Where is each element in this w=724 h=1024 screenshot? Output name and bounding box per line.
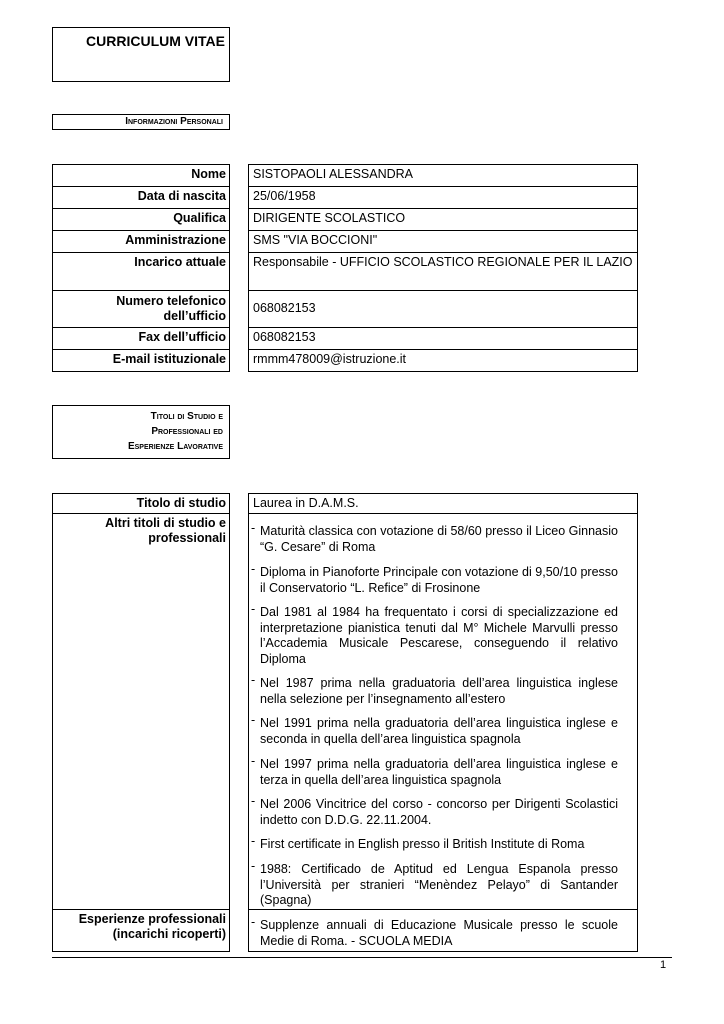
- label-amministrazione: Amministrazione: [52, 230, 230, 253]
- label-qualifica: Qualifica: [52, 208, 230, 231]
- dash-bullet-icon: -: [251, 859, 256, 873]
- list-item: - Supplenze annuali di Educazione Musicale presso le scuole Medie di Roma. - SCUOLA MEDIA: [251, 915, 618, 948]
- cv-title: CURRICULUM VITAE: [52, 27, 230, 82]
- dash-bullet-icon: -: [251, 562, 256, 576]
- label-email: E-mail istituzionale: [52, 349, 230, 372]
- section-personal-label: Informazioni Personali: [125, 116, 223, 127]
- footer-divider: [52, 957, 672, 958]
- section-titles-line3: Esperienze Lavorative: [127, 441, 223, 452]
- list-item: - Nel 1991 prima nella graduatoria dell’area linguistica inglese e seconda in quella dell’area linguistica spagnola: [251, 713, 618, 746]
- section-titles-line1: Titoli di Studio e: [150, 411, 223, 422]
- value-qualifica: DIRIGENTE SCOLASTICO: [248, 208, 638, 231]
- value-amministrazione: SMS "VIA BOCCIONI": [248, 230, 638, 253]
- page-number: 1: [660, 959, 667, 971]
- value-data-nascita: 25/06/1958: [248, 186, 638, 209]
- list-item: - 1988: Certificado de Aptitud ed Lengua Espanola presso l’Università per stranieri “Menèndez Pelayo” di Santander (Spagna): [251, 859, 618, 907]
- dash-bullet-icon: -: [251, 521, 256, 535]
- list-item: - Diploma in Pianoforte Principale con votazione di 9,50/10 presso il Conservatorio “L. Refice” di Frosinone: [251, 562, 618, 595]
- label-telefono: Numero telefonico dell’ufficio: [52, 290, 230, 328]
- value-nome: SISTOPAOLI ALESSANDRA: [248, 164, 638, 187]
- dash-bullet-icon: -: [251, 915, 256, 929]
- label-fax: Fax dell’ufficio: [52, 327, 230, 350]
- dash-bullet-icon: -: [251, 673, 256, 687]
- label-altri-titoli: Altri titoli di studio e professionali: [52, 513, 230, 910]
- value-telefono: 068082153: [248, 290, 638, 328]
- value-incarico: Responsabile - UFFICIO SCOLASTICO REGIONALE PER IL LAZIO: [248, 252, 638, 291]
- label-data-nascita: Data di nascita: [52, 186, 230, 209]
- section-titles-line2: Professionali ed: [151, 426, 223, 437]
- list-item: - Nel 2006 Vincitrice del corso - concorso per Dirigenti Scolastici indetto con D.D.G. 22.11.2004.: [251, 794, 618, 827]
- section-titles-header: [52, 405, 230, 459]
- value-email: rmmm478009@istruzione.it: [248, 349, 638, 372]
- value-fax: 068082153: [248, 327, 638, 350]
- list-item: - Nel 1987 prima nella graduatoria dell’area linguistica inglese nella selezione per l’insegnamento all’estero: [251, 673, 618, 706]
- value-titolo-studio: Laurea in D.A.M.S.: [248, 493, 638, 514]
- list-item: - Nel 1997 prima nella graduatoria dell’area linguistica inglese e terza in quella dell’area linguistica spagnola: [251, 754, 618, 787]
- list-item: - Maturità classica con votazione di 58/60 presso il Liceo Ginnasio “G. Cesare” di Roma: [251, 521, 618, 554]
- dash-bullet-icon: -: [251, 713, 256, 727]
- dash-bullet-icon: -: [251, 754, 256, 768]
- list-item: - First certificate in English presso il British Institute di Roma: [251, 834, 585, 851]
- dash-bullet-icon: -: [251, 794, 256, 808]
- dash-bullet-icon: -: [251, 834, 256, 848]
- section-personal-header: [52, 114, 230, 130]
- dash-bullet-icon: -: [251, 602, 256, 616]
- label-incarico: Incarico attuale: [52, 252, 230, 291]
- label-nome: Nome: [52, 164, 230, 187]
- label-esperienze: Esperienze professionali (incarichi ricoperti): [52, 909, 230, 952]
- label-titolo-studio: Titolo di studio: [52, 493, 230, 514]
- list-item: - Dal 1981 al 1984 ha frequentato i corsi di specializzazione ed interpretazione pianistica tenuti dal M° Michele Marvulli presso l’Accademia Musicale Pescarese, conseguendo il relativo Diploma: [251, 602, 618, 666]
